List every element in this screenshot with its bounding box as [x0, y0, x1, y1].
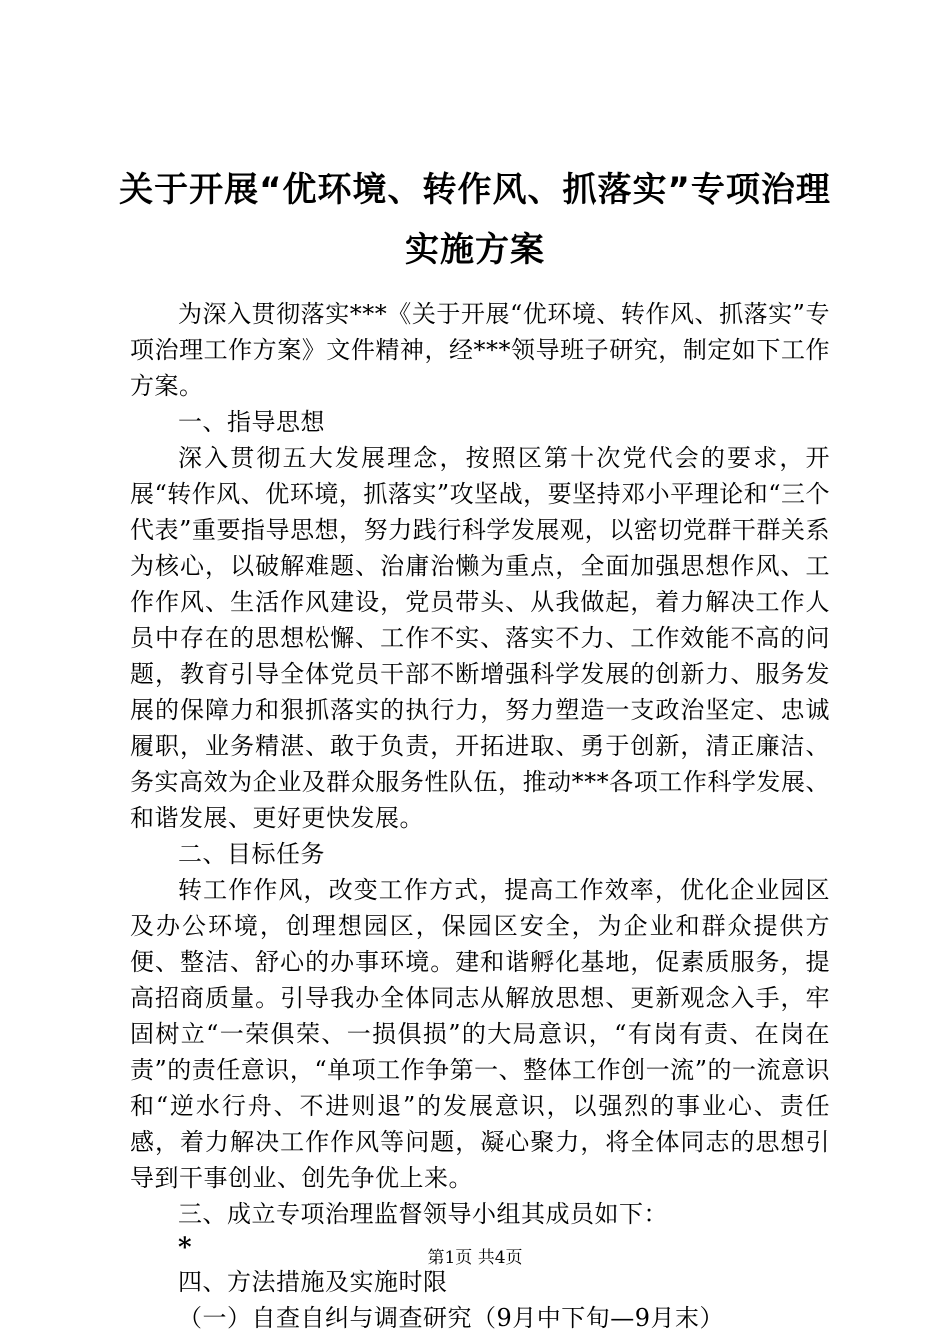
guiding-ideology-paragraph: 深入贯彻五大发展理念，按照区第十次党代会的要求，开展“转作风、优环境，抓落实”攻坚战，要坚持邓小平理论和“三个代表”重要指导思想，努力践行科学发展观，以密切党群干群关系为核心，以破解难题、治庸治懒为重点，全面加强思想作风、工作作风、生活作风建设，党员带头、从我做起，着力解决工作人员中存在的思想松懈、工作不实、落实不力、工作效能不高的问题，教育引导全体党员干部不断增强科学发展的创新力、服务发展的保障力和狠抓落实的执行力，努力塑造一支政治坚定、忠诚履职，业务精湛、敢于负责，开拓进取、勇于创新，清正廉洁、务实高效为企业及群众服务性队伍，推动***各项工作科学发展、和谐发展、更好更快发展。 [130, 444, 830, 832]
goals-tasks-paragraph: 转工作作风，改变工作方式，提高工作效率，优化企业园区及办公环境，创理想园区，保园区安全，为企业和群众提供方便、整洁、舒心的办事环境。建和谐孵化基地，促素质服务，提高招商质量。引导我办全体同志从解放思想、更新观念入手，牢固树立“一荣俱荣、一损俱损”的大局意识，“有岗有责、在岗在责”的责任意识，“单项工作争第一、整体工作创一流”的一流意识和“逆水行舟、不进则退”的发展意识，以强烈的事业心、责任感，着力解决工作作风等问题，凝心聚力，将全体同志的思想引导到干事创业、创先争优上来。 [130, 876, 830, 1192]
intro-paragraph: 为深入贯彻落实***《关于开展“优环境、转作风、抓落实”专项治理工作方案》文件精神，经***领导班子研究，制定如下工作方案。 [130, 300, 830, 400]
section-heading-leadership-group: 三、成立专项治理监督领导小组其成员如下： [178, 1200, 668, 1228]
section-heading-guiding-ideology: 一、指导思想 [178, 408, 325, 436]
subsection-self-inspection: （一）自查自纠与调查研究（9月中下旬—9月末） [178, 1304, 725, 1332]
document-body [130, 296, 830, 1336]
section-heading-goals-tasks: 二、目标任务 [178, 840, 325, 868]
section-heading-methods: 四、方法措施及实施时限 [178, 1268, 448, 1296]
member-list-placeholder: * [178, 1233, 192, 1263]
page-title: 关于开展“优环境、转作风、抓落实”专项治理实施方案 [119, 170, 831, 270]
page-footer: 第1页 共4页 [427, 1248, 523, 1268]
